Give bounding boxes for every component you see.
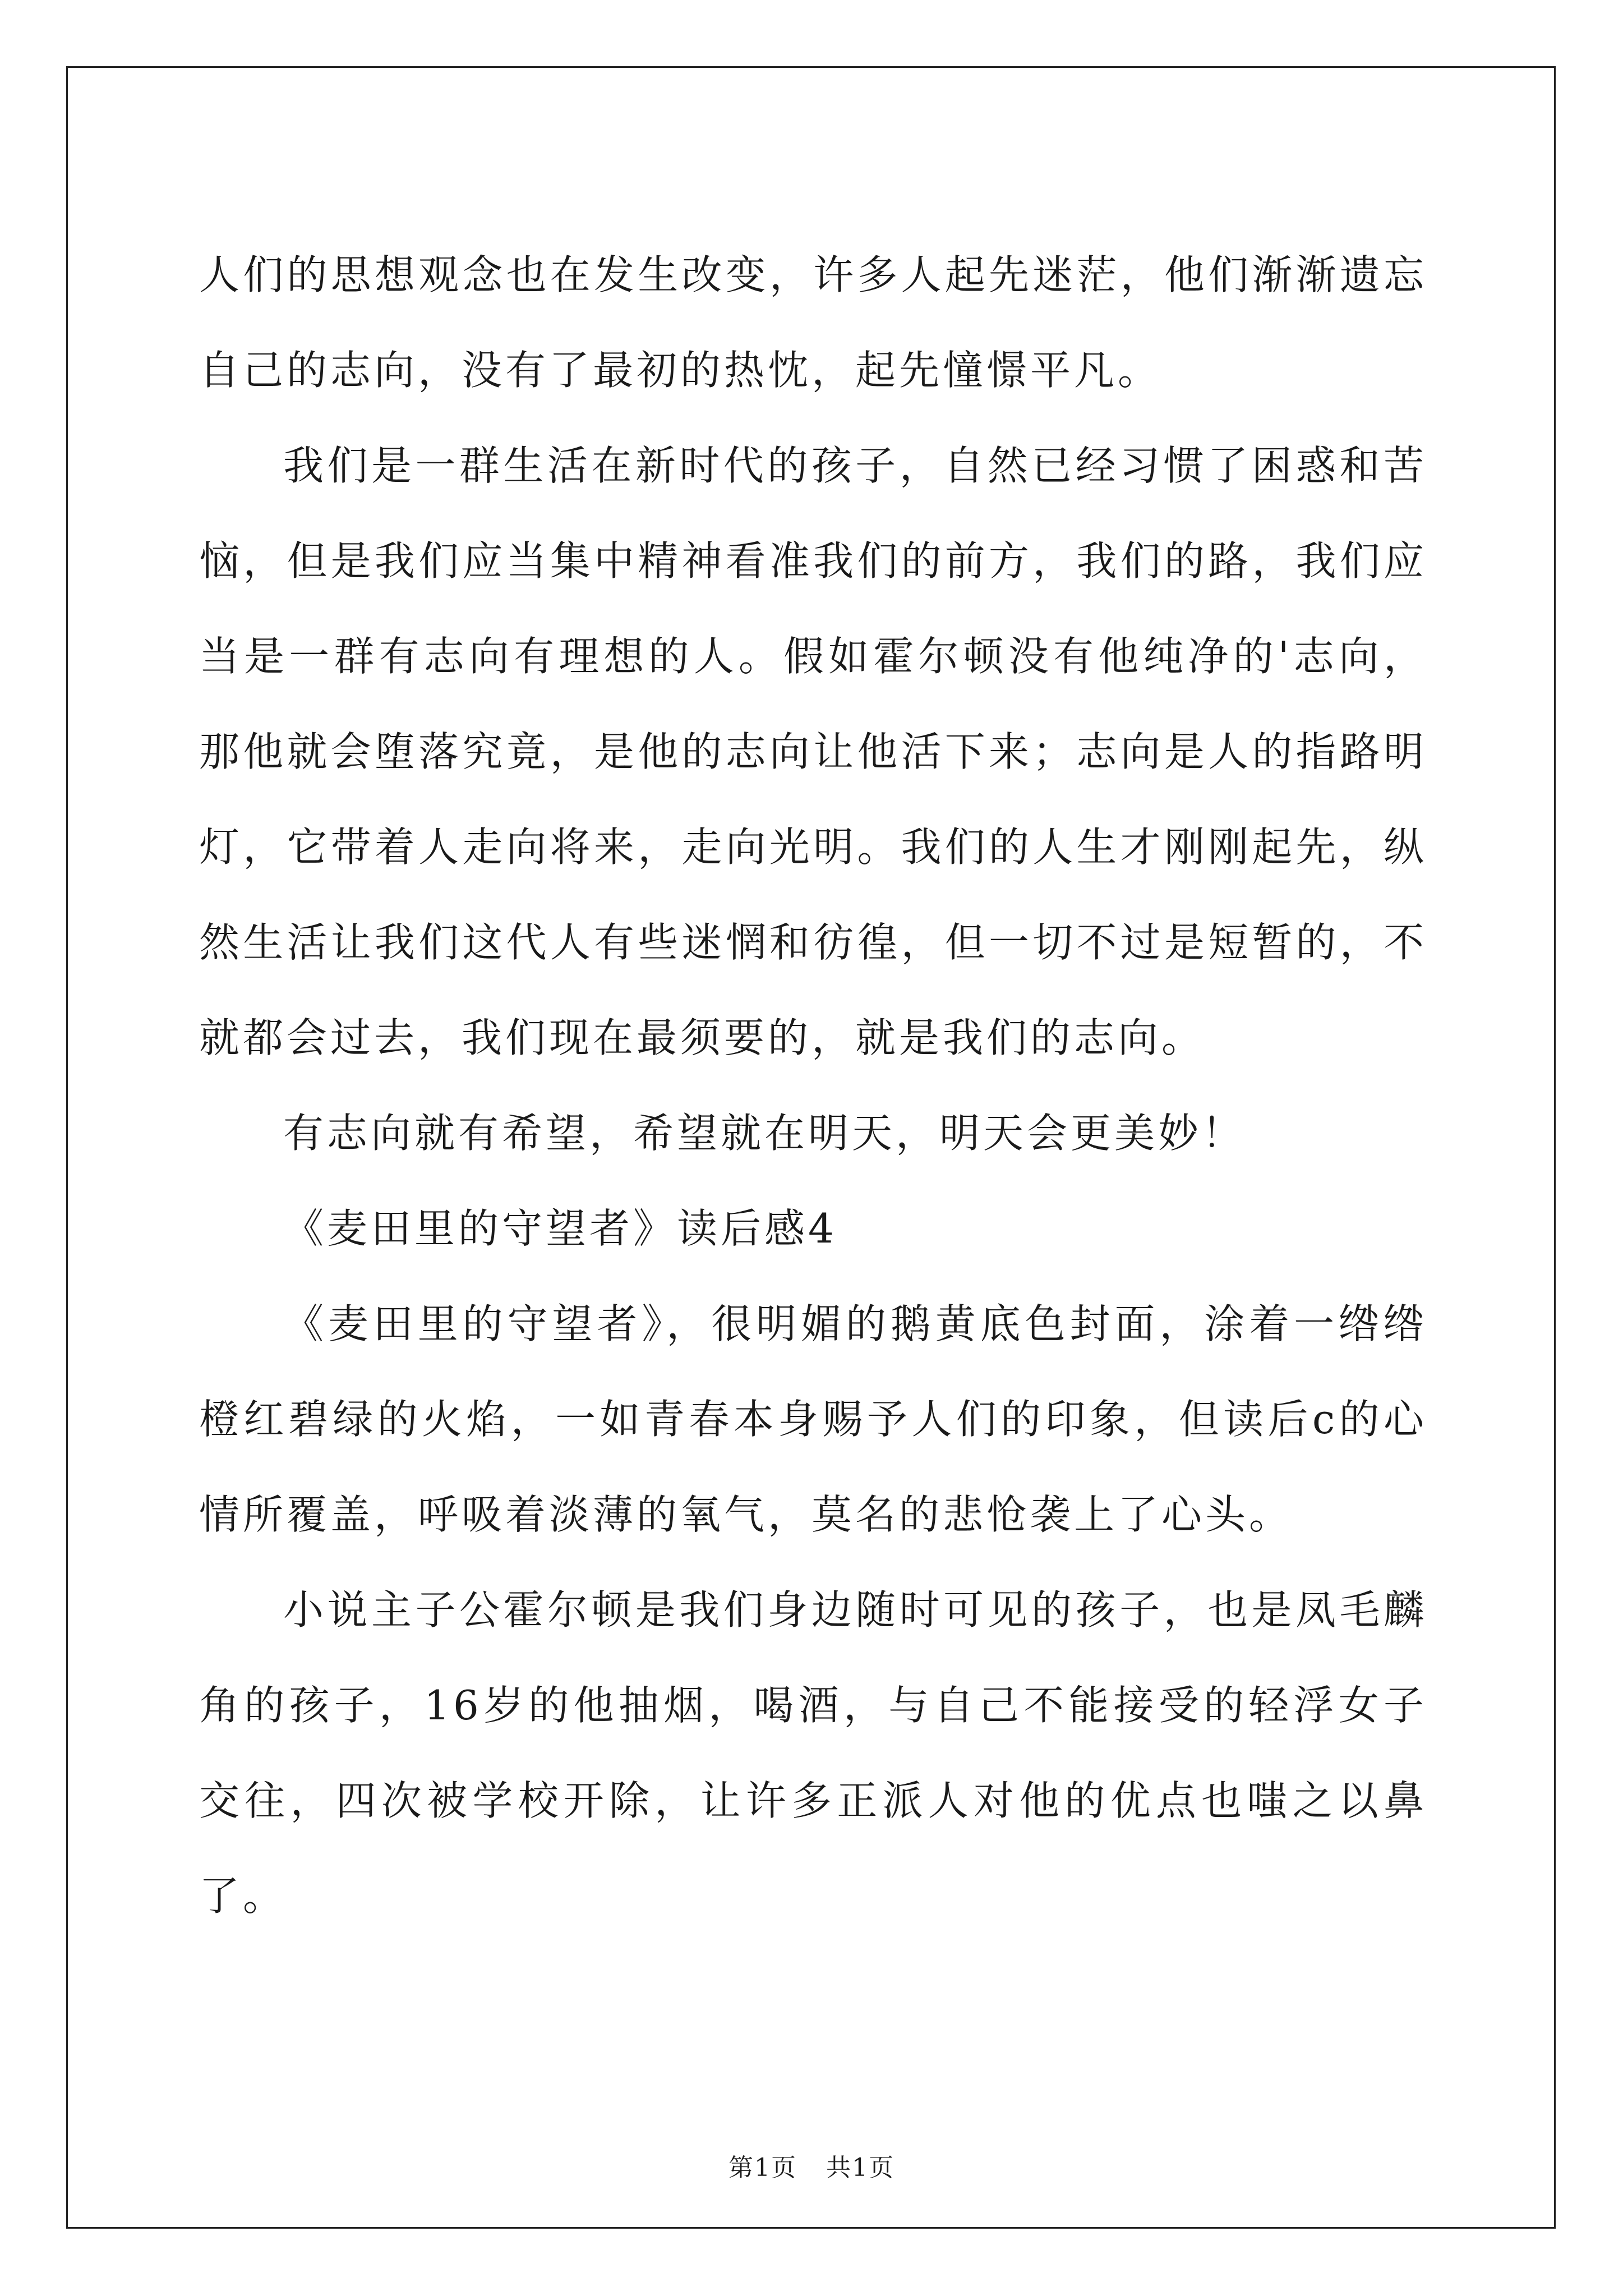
section-heading: 《麦田里的守望者》读后感4 [283,1205,837,1252]
page-total: 共1页 [826,2154,895,2182]
paragraph-4: 《麦田里的守望者》，很明媚的鹅黄底色封面，涂着一绺绺橙红碧绿的火焰，一如青春本身赐予人们的印象，但读后c的心情所覆盖，呼吸着淡薄的氧气，莫名的悲怆袭上了心头。 [199,1300,1427,1538]
paragraph-5: 小说主子公霍尔顿是我们身边随时可见的孩子，也是凤毛麟角的孩子，16岁的他抽烟，喝酒，与自己不能接受的轻浮女子交往，四次被学校开除，让许多正派人对他的优点也嗤之以鼻了。 [199,1586,1427,1920]
paragraph-1: 人们的思想观念也在发生改变，许多人起先迷茫，他们渐渐遗忘自己的志向，没有了最初的热忱，起先憧憬平凡。 [199,251,1427,394]
document-body [199,227,1427,1944]
page-footer [0,2151,1623,2185]
paragraph-2: 我们是一群生活在新时代的孩子，自然已经习惯了困惑和苦恼，但是我们应当集中精神看准我们的前方，我们的路，我们应当是一群有志向有理想的人。假如霍尔顿没有他纯净的'志向，那他就会堕落究竟，是他的志向让他活下来；志向是人的指路明灯，它带着人走向将来，走向光明。我们的人生才刚刚起先，纵然生活让我们这代人有些迷惘和彷徨，但一切不过是短暂的，不就都会过去，我们现在最须要的，就是我们的志向。 [199,442,1427,1061]
page-number: 第1页 [728,2154,797,2182]
paragraph-3: 有志向就有希望，希望就在明天，明天会更美妙！ [283,1110,1246,1157]
